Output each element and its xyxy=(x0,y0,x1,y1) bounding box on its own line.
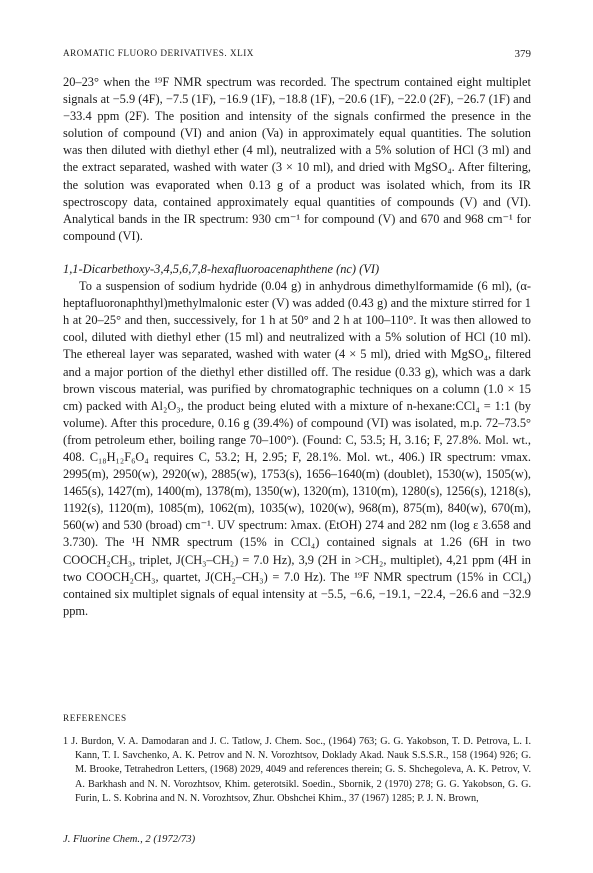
section-heading: 1,1-Dicarbethoxy-3,4,5,6,7,8-hexafluoroacenaphthene (nc) (VI) xyxy=(63,261,380,276)
paragraph-continuation: 20–23° when the ¹⁹F NMR spectrum was recorded. The spectrum contained eight multiplet signals at −5.9 (4F), −7.5 (1F), −16.9 (1F), −18.8 (1F), −20.6 (1F), −22.0 (2F), −26.7 (1F) and −33.4 ppm (2F). The position and intensity of the signals confirmed the presence in the solution of compound (VI) and anion (Va) in approximately equal quantities. The solution was then diluted with diethyl ether (4 ml), neutralized with a 5% solution of HCl (3 ml) and the extract separated, washed with water (3 × 10 ml), and dried with MgSO₄. After filtering, the solution was evaporated when 0.13 g of a product was isolated which, from its IR spectroscopy data, contained approximately equal quantities of compounds (V) and (VI). Analytical bands in the IR spectrum: 930 cm⁻¹ for compound (V) and 670 and 968 cm⁻¹ for compound (VI). xyxy=(63,75,531,243)
running-title: AROMATIC FLUORO DERIVATIVES. XLIX xyxy=(63,48,254,58)
paragraph-procedure: To a suspension of sodium hydride (0.04 g) in anhydrous dimethylformamide (6 ml), (α-heptafluoronaphthyl)methylmalonic ester (V) was added (0.43 g) and the mixture stirred for 1 h at 20–25° and then, successively, for 1 h at 50° and 2 h at 100–110°. It was then allowed to cool, diluted with diethyl ether (15 ml) and neutralized with a 5% solution of HCl (10 ml). The ethereal layer was separated, washed with water (4 × 5 ml), dried with MgSO₄, filtered and a major portion of the diethyl ether distilled off. The residue (0.33 g), which was a dark brown viscous material, was purified by chromatographic techniques on a column (1.0 × 15 cm) packed with Al₂O₃, the product being eluted with a mixture of n-hexane:CCl₄ = 1:1 (by volume). After this procedure, 0.16 g (39.4%) of compound (VI) was isolated, m.p. 72–73.5° (from petroleum ether, boiling range 70–100°). (Found: C, 53.5; H, 3.16; F, 27.8%. Mol. wt., 408. C₁₈H₁₂F₆O₄ requires C, 53.2; H, 2.95; F, 28.1%. Mol. wt., 406.) IR spectrum: νmax. 2995(m), 2950(w), 2920(w), 2885(w), 1753(s), 1656–1640(m) (doublet), 1530(w), 1505(w), 1465(s), 1427(m), 1400(m), 1378(m), 1350(w), 1320(m), 1310(m), 1280(s), 1256(s), 1218(s), 1192(s), 1120(m), 1085(m), 1062(m), 1035(w), 1020(w), 968(m), 875(m), 840(w), 670(m), 560(w) and 530 (broad) cm⁻¹. UV spectrum: λmax. (EtOH) 274 and 282 nm (log ε 3.658 and 3.730). The ¹H NMR spectrum (15% in CCl₄) contained signals at 1.26 (6H in two COOCH₂CH₃, triplet, J(CH₃–CH₂) = 7.0 Hz), 3,9 (2H in >CH₂, multiplet), 4,21 ppm (4H in two COOCH₂CH₃, quartet, J(CH₂–CH₃) = 7.0 Hz). The ¹⁹F NMR spectrum (15% in CCl₄) contained six multiplet signals of equal intensity at −5.5, −6.6, −19.1, −22.4, −26.6 and −32.9 ppm. xyxy=(63,279,531,618)
running-header xyxy=(63,48,531,58)
references-heading: REFERENCES xyxy=(63,713,127,723)
journal-footer: J. Fluorine Chem., 2 (1972/73) xyxy=(63,834,196,845)
references-list xyxy=(63,735,531,806)
article-body xyxy=(63,74,531,620)
page-number: 379 xyxy=(514,48,531,60)
reference-item: 1 J. Burdon, V. A. Damodaran and J. C. Tatlow, J. Chem. Soc., (1964) 763; G. G. Yakobson, T. D. Petrova, L. I. Kann, T. I. Savchenko, A. K. Petrov and N. N. Vorozhtsov, Doklady Akad. Nauk S.S.S.R., 158 (1964) 926; G. M. Brooke, Tetrahedron Letters, (1968) 2029, 4049 and references therein; G. S. Shchegoleva, A. K. Petrov, V. A. Barkhash and N. N. Vorozhtsov, Khim. geterotsikl. Soedin., Sbornik, 2 (1970) 278; G. G. Yakobson, G. G. Furin, L. S. Kobrina and N. N. Vorozhtsov, Zhur. Obshchei Khim., 37 (1967) 1285; P. J. N. Brown, xyxy=(63,736,531,804)
